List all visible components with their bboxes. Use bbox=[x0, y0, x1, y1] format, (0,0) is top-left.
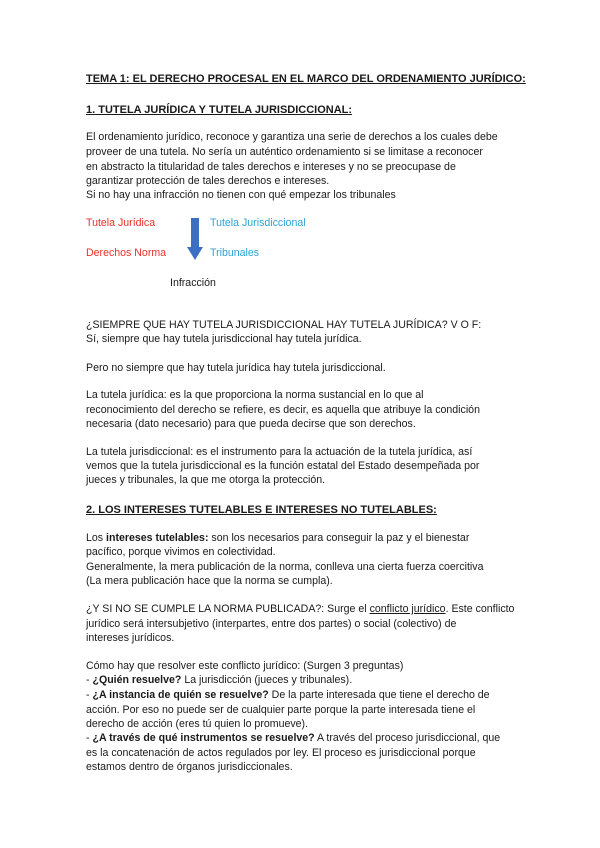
section-1-heading: 1. TUTELA JURÍDICA Y TUTELA JURISDICCIONAL: bbox=[86, 104, 353, 116]
paragraph-line: jueces y tribunales, la que me otorga la protección. bbox=[86, 474, 326, 486]
paragraph-line: vemos que la tutela jurisdiccional es la función estatal del Estado desempeñada por bbox=[86, 460, 480, 472]
diagram-tutela-juridica: Tutela Jurídica bbox=[86, 217, 156, 229]
paragraph-line: El ordenamiento jurídico, reconoce y garantiza una serie de derechos a los cuales debe bbox=[86, 131, 498, 143]
underlined-term: conflicto jurídico bbox=[369, 603, 446, 615]
paragraph-line: Cómo hay que resolver este conflicto jurídico: (Surgen 3 preguntas) bbox=[86, 660, 404, 672]
paragraph-line: reconocimiento del derecho se refiere, es decir, es aquella que atribuye la condición bbox=[86, 404, 480, 416]
diagram-tutela-jurisdiccional: Tutela Jurisdiccional bbox=[210, 217, 306, 229]
paragraph-line: pacífico, porque vivimos en colectividad. bbox=[86, 546, 276, 558]
list-item: estamos dentro de órganos jurisdiccionales. bbox=[86, 761, 293, 773]
diagram-infraccion: Infracción bbox=[170, 277, 216, 289]
text-span: La jurisdicción (jueces y tribunales). bbox=[181, 674, 353, 686]
bold-term: ¿Quién resuelve? bbox=[92, 674, 182, 686]
paragraph-line: La tutela jurídica: es la que proporciona la norma sustancial en lo que al bbox=[86, 389, 424, 401]
text-span: . Este conflicto bbox=[445, 603, 515, 615]
paragraph-line: proveer de una tutela. No sería un auténtico ordenamiento si se limitase a reconocer bbox=[86, 146, 483, 158]
text-span: A través del proceso jurisdiccional, que bbox=[314, 732, 501, 744]
text-span: - bbox=[86, 674, 93, 686]
answer-line: Sí, siempre que hay tutela jurisdiccional hay tutela jurídica. bbox=[86, 333, 362, 345]
paragraph-line: (La mera publicación hace que la norma se cumpla). bbox=[86, 575, 333, 587]
paragraph-line: Generalmente, la mera publicación de la norma, conlleva una cierta fuerza coercitiva bbox=[86, 561, 484, 573]
list-item bbox=[86, 673, 352, 688]
list-item: derecho de acción (eres tú quien lo promueve). bbox=[86, 718, 309, 730]
diagram-derechos-norma: Derechos Norma bbox=[86, 247, 167, 259]
down-arrow-icon bbox=[187, 218, 203, 260]
list-item: acción. Por eso no puede ser de cualquier parte porque la parte interesada tiene el bbox=[86, 704, 476, 716]
list-item: es la concatenación de actos regulados por ley. El proceso es jurisdiccional porque bbox=[86, 747, 476, 759]
paragraph-line: en abstracto la titularidad de tales derechos e intereses y no se preocupase de bbox=[86, 161, 456, 173]
section-2-heading: 2. LOS INTERESES TUTELABLES E INTERESES NO TUTELABLES: bbox=[86, 504, 437, 516]
list-item bbox=[86, 731, 500, 746]
text-span: Los bbox=[86, 532, 107, 544]
paragraph-line: intereses jurídicos. bbox=[86, 632, 175, 644]
paragraph-line: jurídico será intersubjetivo (interpartes, entre dos partes) o social (colectivo) de bbox=[86, 618, 457, 630]
bold-term: ¿A través de qué instrumentos se resuelve? bbox=[92, 732, 315, 744]
paragraph-line bbox=[86, 531, 469, 546]
text-span: - bbox=[86, 689, 93, 701]
diagram-tribunales: Tribunales bbox=[210, 247, 260, 259]
text-span: ¿Y SI NO SE CUMPLE LA NORMA PUBLICADA?: Surge el bbox=[86, 603, 370, 615]
text-span: De la parte interesada que tiene el derecho de bbox=[268, 689, 490, 701]
paragraph-line bbox=[86, 602, 514, 617]
bold-term: intereses tutelables: bbox=[106, 532, 209, 544]
question-line: ¿SIEMPRE QUE HAY TUTELA JURISDICCIONAL HAY TUTELA JURÍDICA? V O F: bbox=[86, 319, 482, 331]
bold-term: ¿A instancia de quién se resuelve? bbox=[92, 689, 269, 701]
paragraph-line: Si no hay una infracción no tienen con qué empezar los tribunales bbox=[86, 189, 396, 201]
list-item bbox=[86, 688, 490, 703]
document-title: TEMA 1: EL DERECHO PROCESAL EN EL MARCO DEL ORDENAMIENTO JURÍDICO: bbox=[86, 73, 526, 85]
paragraph-line: garantizar protección de tales derechos e intereses. bbox=[86, 175, 330, 187]
paragraph-line: La tutela jurisdiccional: es el instrumento para la actuación de la tutela jurídica, así bbox=[86, 446, 473, 458]
paragraph-line: necesaria (dato necesario) para que pueda decirse que son derechos. bbox=[86, 418, 416, 430]
paragraph-line: Pero no siempre que hay tutela jurídica hay tutela jurisdiccional. bbox=[86, 362, 386, 374]
text-span: - bbox=[86, 732, 93, 744]
text-span: son los necesarios para conseguir la paz y el bienestar bbox=[208, 532, 470, 544]
